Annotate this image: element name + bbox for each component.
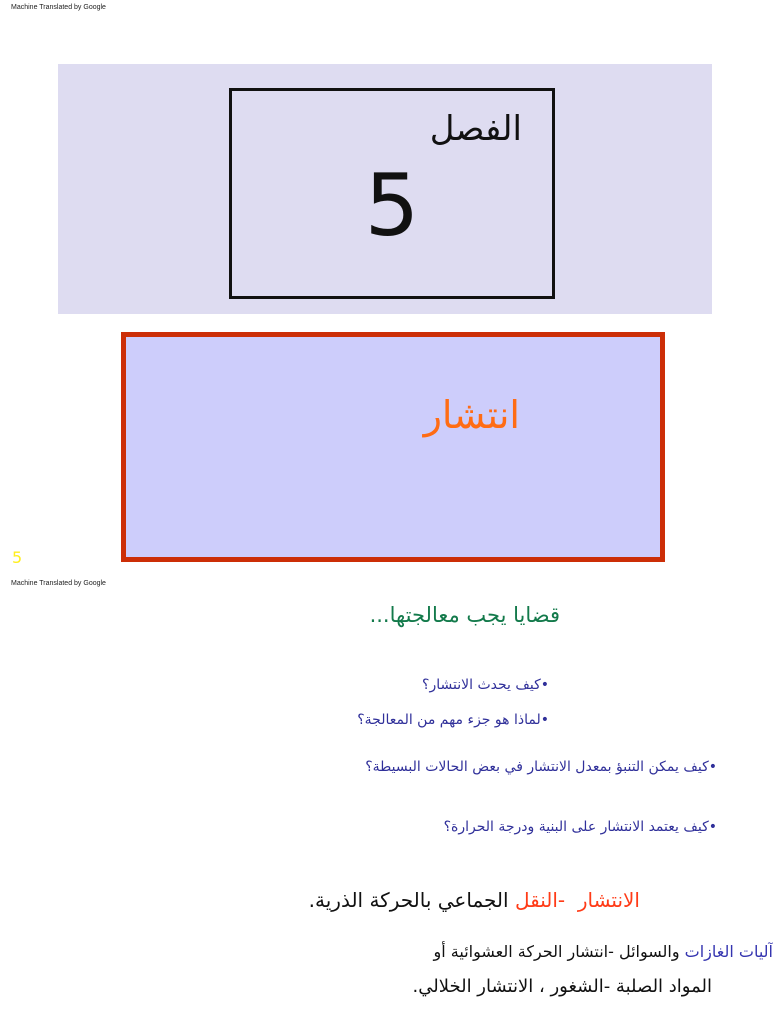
page-number: 5 xyxy=(12,548,23,567)
transport-term: -النقل xyxy=(514,888,566,912)
chapter-word: الفصل xyxy=(429,109,522,149)
slide-title: انتشار xyxy=(423,393,520,437)
watermark-top: Machine Translated by Google xyxy=(11,4,106,11)
title-box xyxy=(121,332,665,562)
watermark-middle: Machine Translated by Google xyxy=(11,580,106,587)
question-item: •كيف يمكن التنبؤ بمعدل الانتشار في بعض الحالات البسيطة؟ xyxy=(365,759,717,775)
mechanisms-line xyxy=(60,942,773,961)
diffusion-definition xyxy=(100,888,640,912)
solids-line: المواد الصلبة -الشغور ، الانتشار الخلالي. xyxy=(412,976,712,997)
chapter-number: 5 xyxy=(364,156,420,256)
mechanisms-text: والسوائل -انتشار الحركة العشوائية أو xyxy=(433,942,685,961)
diffusion-term: الانتشار xyxy=(577,888,640,912)
definition-text: الجماعي بالحركة الذرية. xyxy=(308,888,515,912)
chapter-box xyxy=(229,88,555,299)
question-item: •لماذا هو جزء مهم من المعالجة؟ xyxy=(357,712,549,728)
mechanisms-term: آليات xyxy=(738,942,773,961)
question-item: •كيف يحدث الانتشار؟ xyxy=(422,677,549,693)
gases-term: الغازات xyxy=(684,942,739,961)
question-item: •كيف يعتمد الانتشار على البنية ودرجة الحرارة؟ xyxy=(443,819,717,835)
issues-heading: قضايا يجب معالجتها... xyxy=(369,603,560,627)
